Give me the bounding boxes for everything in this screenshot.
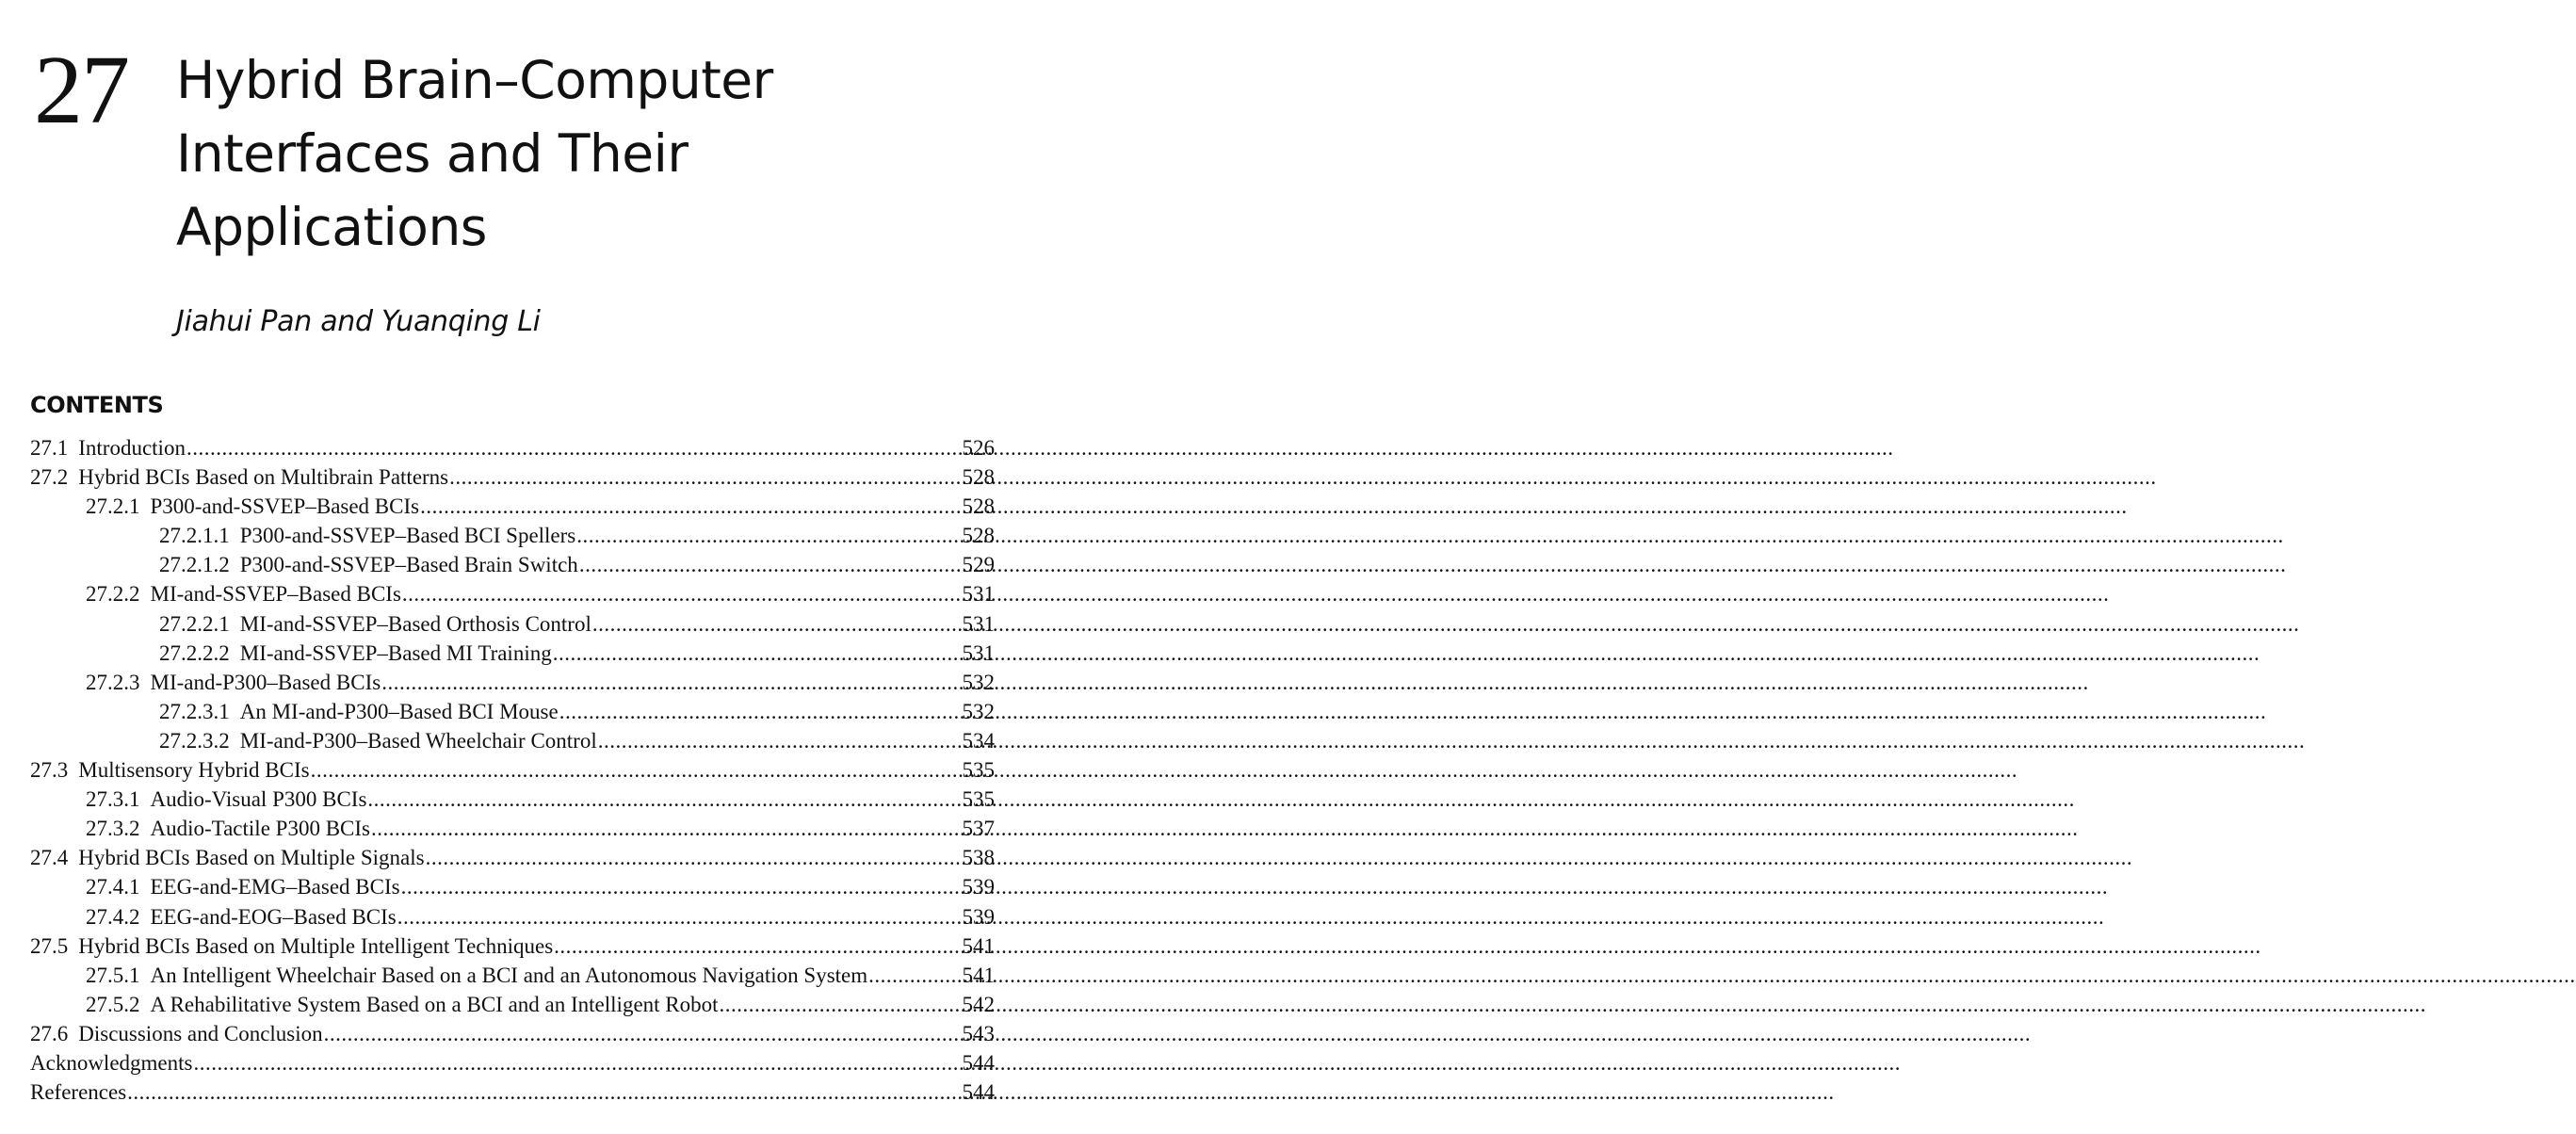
toc-page-number: 544 bbox=[962, 1050, 995, 1075]
toc-dot-leader bbox=[401, 872, 962, 901]
chapter-title bbox=[176, 43, 986, 264]
toc-page-number: 539 bbox=[962, 904, 995, 929]
toc-page-number: 531 bbox=[962, 582, 995, 607]
toc-section-title: Discussions and Conclusion bbox=[78, 1021, 323, 1045]
chapter-number: 27 bbox=[34, 36, 128, 144]
toc-entry[interactable] bbox=[30, 521, 995, 550]
toc-entry[interactable] bbox=[30, 932, 995, 961]
toc-section-title: Multisensory Hybrid BCIs bbox=[78, 758, 310, 783]
toc-dot-leader bbox=[868, 961, 961, 990]
toc-page-number: 539 bbox=[962, 875, 995, 899]
toc-page-number: 532 bbox=[962, 670, 995, 694]
toc-section-title: An MI-and-P300–Based BCI Mouse bbox=[239, 699, 559, 723]
toc-section-title: MI-and-SSVEP–Based MI Training bbox=[239, 640, 552, 665]
toc-section-title: Acknowledgments bbox=[30, 1050, 193, 1075]
toc-dot-leader bbox=[553, 639, 962, 668]
toc-section-title: Audio-Tactile P300 BCIs bbox=[150, 817, 370, 841]
toc-entry[interactable] bbox=[30, 433, 995, 462]
toc-section-number: 27.4 bbox=[30, 846, 69, 870]
toc-entry[interactable] bbox=[30, 1019, 995, 1048]
toc-dot-leader bbox=[381, 668, 961, 697]
toc-section-number: 27.3.1 bbox=[86, 787, 140, 812]
toc-page-number: 541 bbox=[962, 933, 995, 958]
toc-entry[interactable] bbox=[30, 990, 995, 1019]
toc-entry[interactable] bbox=[30, 462, 995, 492]
toc-entry[interactable] bbox=[30, 1077, 995, 1107]
toc-entry[interactable] bbox=[30, 609, 995, 639]
toc-page-number: 541 bbox=[962, 963, 995, 987]
toc-section-number: 27.2.3 bbox=[86, 670, 140, 694]
toc-dot-leader bbox=[420, 492, 961, 521]
toc-entry[interactable] bbox=[30, 872, 995, 901]
toc-page-number: 538 bbox=[962, 846, 995, 870]
toc-section-number: 27.2.2.2 bbox=[159, 640, 230, 665]
toc-page-number: 537 bbox=[962, 817, 995, 841]
toc-section-number: 27.5 bbox=[30, 933, 69, 958]
toc-section-number: 27.2.1 bbox=[86, 494, 140, 519]
toc-page-number: 528 bbox=[962, 524, 995, 548]
toc-section-title: Hybrid BCIs Based on Multiple Signals bbox=[78, 846, 425, 870]
toc-section-number: 27.4.2 bbox=[86, 904, 140, 929]
toc-section-number: 27.5.2 bbox=[86, 992, 140, 1016]
toc-section-title: EEG-and-EOG–Based BCIs bbox=[150, 904, 397, 929]
toc-entry[interactable] bbox=[30, 550, 995, 579]
toc-section-title: Hybrid BCIs Based on Multiple Intelligent Techniques bbox=[78, 933, 554, 958]
toc-page-number: 535 bbox=[962, 787, 995, 812]
toc-entry[interactable] bbox=[30, 785, 995, 814]
toc-entry[interactable] bbox=[30, 755, 995, 785]
toc-section-title: Introduction bbox=[78, 436, 186, 460]
toc-section-title: P300-and-SSVEP–Based BCIs bbox=[150, 494, 420, 519]
toc-dot-leader bbox=[402, 579, 962, 608]
table-of-contents bbox=[30, 433, 995, 1107]
toc-section-title: MI-and-P300–Based Wheelchair Control bbox=[239, 728, 597, 753]
toc-section-number: 27.2.1.1 bbox=[159, 524, 230, 548]
toc-section-title: P300-and-SSVEP–Based Brain Switch bbox=[239, 553, 578, 577]
chapter-title-line: Interfaces and Their bbox=[176, 123, 689, 184]
toc-dot-leader bbox=[324, 1019, 962, 1048]
toc-section-number: 27.1 bbox=[30, 436, 69, 460]
toc-section-title: EEG-and-EMG–Based BCIs bbox=[150, 875, 400, 899]
toc-page-number: 529 bbox=[962, 553, 995, 577]
toc-section-number: 27.5.1 bbox=[86, 963, 140, 987]
toc-section-number: 27.3.2 bbox=[86, 817, 140, 841]
toc-section-title: Hybrid BCIs Based on Multibrain Patterns bbox=[78, 465, 449, 490]
chapter-title-line: Hybrid Brain–Computer bbox=[176, 50, 773, 110]
toc-page-number: 544 bbox=[962, 1080, 995, 1105]
chapter-title-line: Applications bbox=[176, 197, 487, 257]
toc-section-number: 27.2.3.1 bbox=[159, 699, 230, 723]
toc-entry[interactable] bbox=[30, 639, 995, 668]
toc-entry[interactable] bbox=[30, 814, 995, 843]
toc-dot-leader bbox=[592, 609, 962, 639]
toc-entry[interactable] bbox=[30, 668, 995, 697]
toc-dot-leader bbox=[579, 550, 962, 579]
toc-section-title: P300-and-SSVEP–Based BCI Spellers bbox=[239, 524, 576, 548]
toc-dot-leader bbox=[311, 755, 962, 785]
toc-section-title: Audio-Visual P300 BCIs bbox=[150, 787, 367, 812]
toc-page-number: 535 bbox=[962, 758, 995, 783]
toc-section-number: 27.2.2 bbox=[86, 582, 140, 607]
toc-dot-leader bbox=[598, 726, 962, 755]
toc-section-title: References bbox=[30, 1080, 127, 1105]
toc-section-title: MI-and-SSVEP–Based BCIs bbox=[150, 582, 401, 607]
toc-page-number: 526 bbox=[962, 436, 995, 460]
toc-dot-leader bbox=[367, 785, 961, 814]
toc-dot-leader bbox=[720, 990, 962, 1019]
toc-dot-leader bbox=[559, 697, 962, 726]
toc-dot-leader bbox=[397, 902, 962, 932]
toc-dot-leader bbox=[449, 462, 961, 492]
toc-page-number: 528 bbox=[962, 494, 995, 519]
toc-page-number: 531 bbox=[962, 640, 995, 665]
toc-entry[interactable] bbox=[30, 843, 995, 872]
toc-dot-leader bbox=[193, 1048, 961, 1077]
toc-entry[interactable] bbox=[30, 492, 995, 521]
toc-dot-leader bbox=[576, 521, 961, 550]
toc-section-title: MI-and-P300–Based BCIs bbox=[150, 670, 381, 694]
toc-section-title: An Intelligent Wheelchair Based on a BCI and an Autonomous Navigation System bbox=[150, 963, 868, 987]
contents-heading: CONTENTS bbox=[30, 392, 164, 418]
toc-entry[interactable] bbox=[30, 697, 995, 726]
toc-dot-leader bbox=[371, 814, 962, 843]
toc-page-number: 534 bbox=[962, 728, 995, 753]
toc-entry[interactable] bbox=[30, 579, 995, 608]
toc-section-number: 27.2.3.2 bbox=[159, 728, 230, 753]
toc-dot-leader bbox=[554, 932, 961, 961]
toc-section-number: 27.3 bbox=[30, 758, 69, 783]
toc-section-number: 27.2 bbox=[30, 465, 69, 490]
toc-page-number: 543 bbox=[962, 1021, 995, 1045]
toc-page-number: 542 bbox=[962, 992, 995, 1016]
toc-page-number: 532 bbox=[962, 699, 995, 723]
toc-dot-leader bbox=[426, 843, 962, 872]
toc-entry[interactable] bbox=[30, 902, 995, 932]
toc-section-number: 27.6 bbox=[30, 1021, 69, 1045]
toc-page-number: 531 bbox=[962, 611, 995, 636]
toc-section-number: 27.4.1 bbox=[86, 875, 140, 899]
toc-section-number: 27.2.1.2 bbox=[159, 553, 230, 577]
toc-dot-leader bbox=[127, 1077, 961, 1107]
toc-entry[interactable] bbox=[30, 961, 995, 990]
toc-page-number: 528 bbox=[962, 465, 995, 490]
toc-section-title: A Rehabilitative System Based on a BCI and an Intelligent Robot bbox=[150, 992, 719, 1016]
chapter-authors: Jiahui Pan and Yuanqing Li bbox=[176, 305, 541, 338]
toc-entry[interactable] bbox=[30, 1048, 995, 1077]
toc-section-title: MI-and-SSVEP–Based Orthosis Control bbox=[239, 611, 591, 636]
toc-dot-leader bbox=[186, 433, 962, 462]
toc-section-number: 27.2.2.1 bbox=[159, 611, 230, 636]
toc-entry[interactable] bbox=[30, 726, 995, 755]
